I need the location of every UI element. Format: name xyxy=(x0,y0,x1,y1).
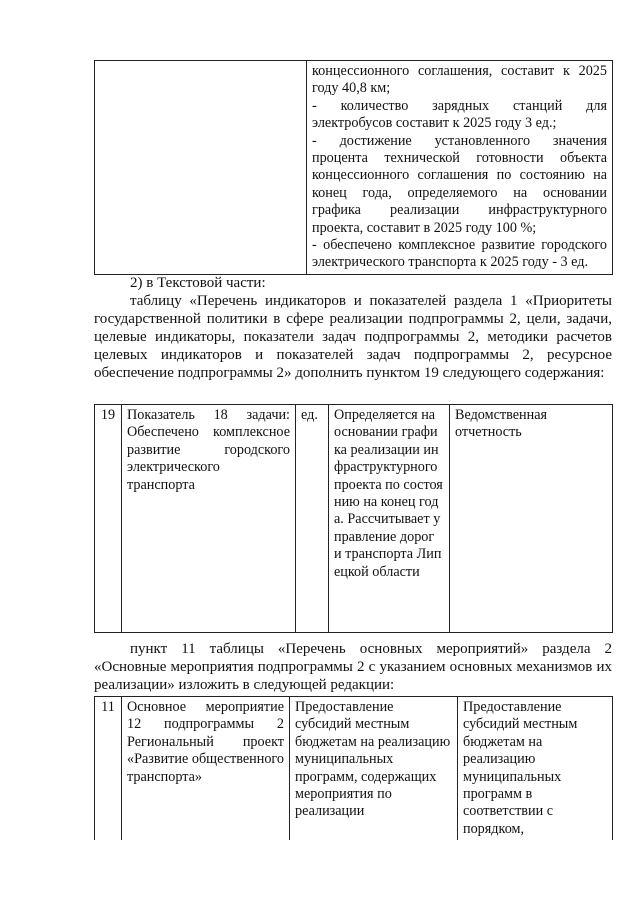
result-line: - обеспечено комплексное развитие городского электрического транспорта к 2025 году - 3 ед. xyxy=(312,237,607,271)
unit-cell: ед. xyxy=(296,405,329,633)
row-number: 11 xyxy=(95,697,122,841)
measures-table xyxy=(94,696,613,840)
source-cell: Ведомственная отчетность xyxy=(450,405,613,633)
paragraph-2: пункт 11 таблицы «Перечень основных мероприятий» раздела 2 «Основные мероприятия подпрограммы 2 с указанием основных механизмов их реализации» изложить в следующей редакции: xyxy=(94,641,612,693)
result-line: - достижение установленного значения процента технической готовности объекта концессионного соглашения по состоянию на конец года, определяемого на основании графика реализации инфраструктурного проекта, составит в 2025 году 100 %; xyxy=(312,132,607,236)
paragraph-1: таблицу «Перечень индикаторов и показателей раздела 1 «Приоритеты государственной политики в сфере реализации подпрограммы 2, цели, задачи, целевые индикаторы, показатели задач подпрограммы 2, методики расчетов целевых индикаторов и показателей задач подпрограммы 2, ресурсное обеспечение подпрограммы 2» дополнить пунктом 19 следующего содержания: xyxy=(94,293,612,381)
mechanism-cell: Предоставление субсидий местным бюджетам на реализацию муниципальных программ, содержащих мероприятия по реализации xyxy=(290,697,458,841)
mechanism-cell-2: Предоставление субсидий местным бюджетам на реализацию муниципальных программ в соответствии с порядком, xyxy=(458,697,613,841)
result-line: концессионного соглашения, составит к 2025 году 40,8 км; xyxy=(312,63,607,97)
result-line: - количество зарядных станций для электробусов составит к 2025 году 3 ед.; xyxy=(312,97,607,132)
measure-cell: Основное мероприятие 12 подпрограммы 2 Региональный проект «Развитие общественного транспорта» xyxy=(122,697,290,841)
row-number: 19 xyxy=(95,405,122,633)
section-heading: 2) в Текстовой части: xyxy=(130,275,266,291)
indicator-table xyxy=(94,404,613,633)
continuation-table xyxy=(94,60,613,275)
empty-cell xyxy=(95,61,307,275)
indicator-cell: Показатель 18 задачи: Обеспечено комплексное развитие городского электрического транспорта xyxy=(122,405,296,633)
method-cell: Определяется на основании графика реализации инфраструктурного проекта по состоянию на конец года. Рассчитывает управление дорог и транспорта Липецкой области xyxy=(329,405,450,633)
results-cell xyxy=(307,61,613,275)
